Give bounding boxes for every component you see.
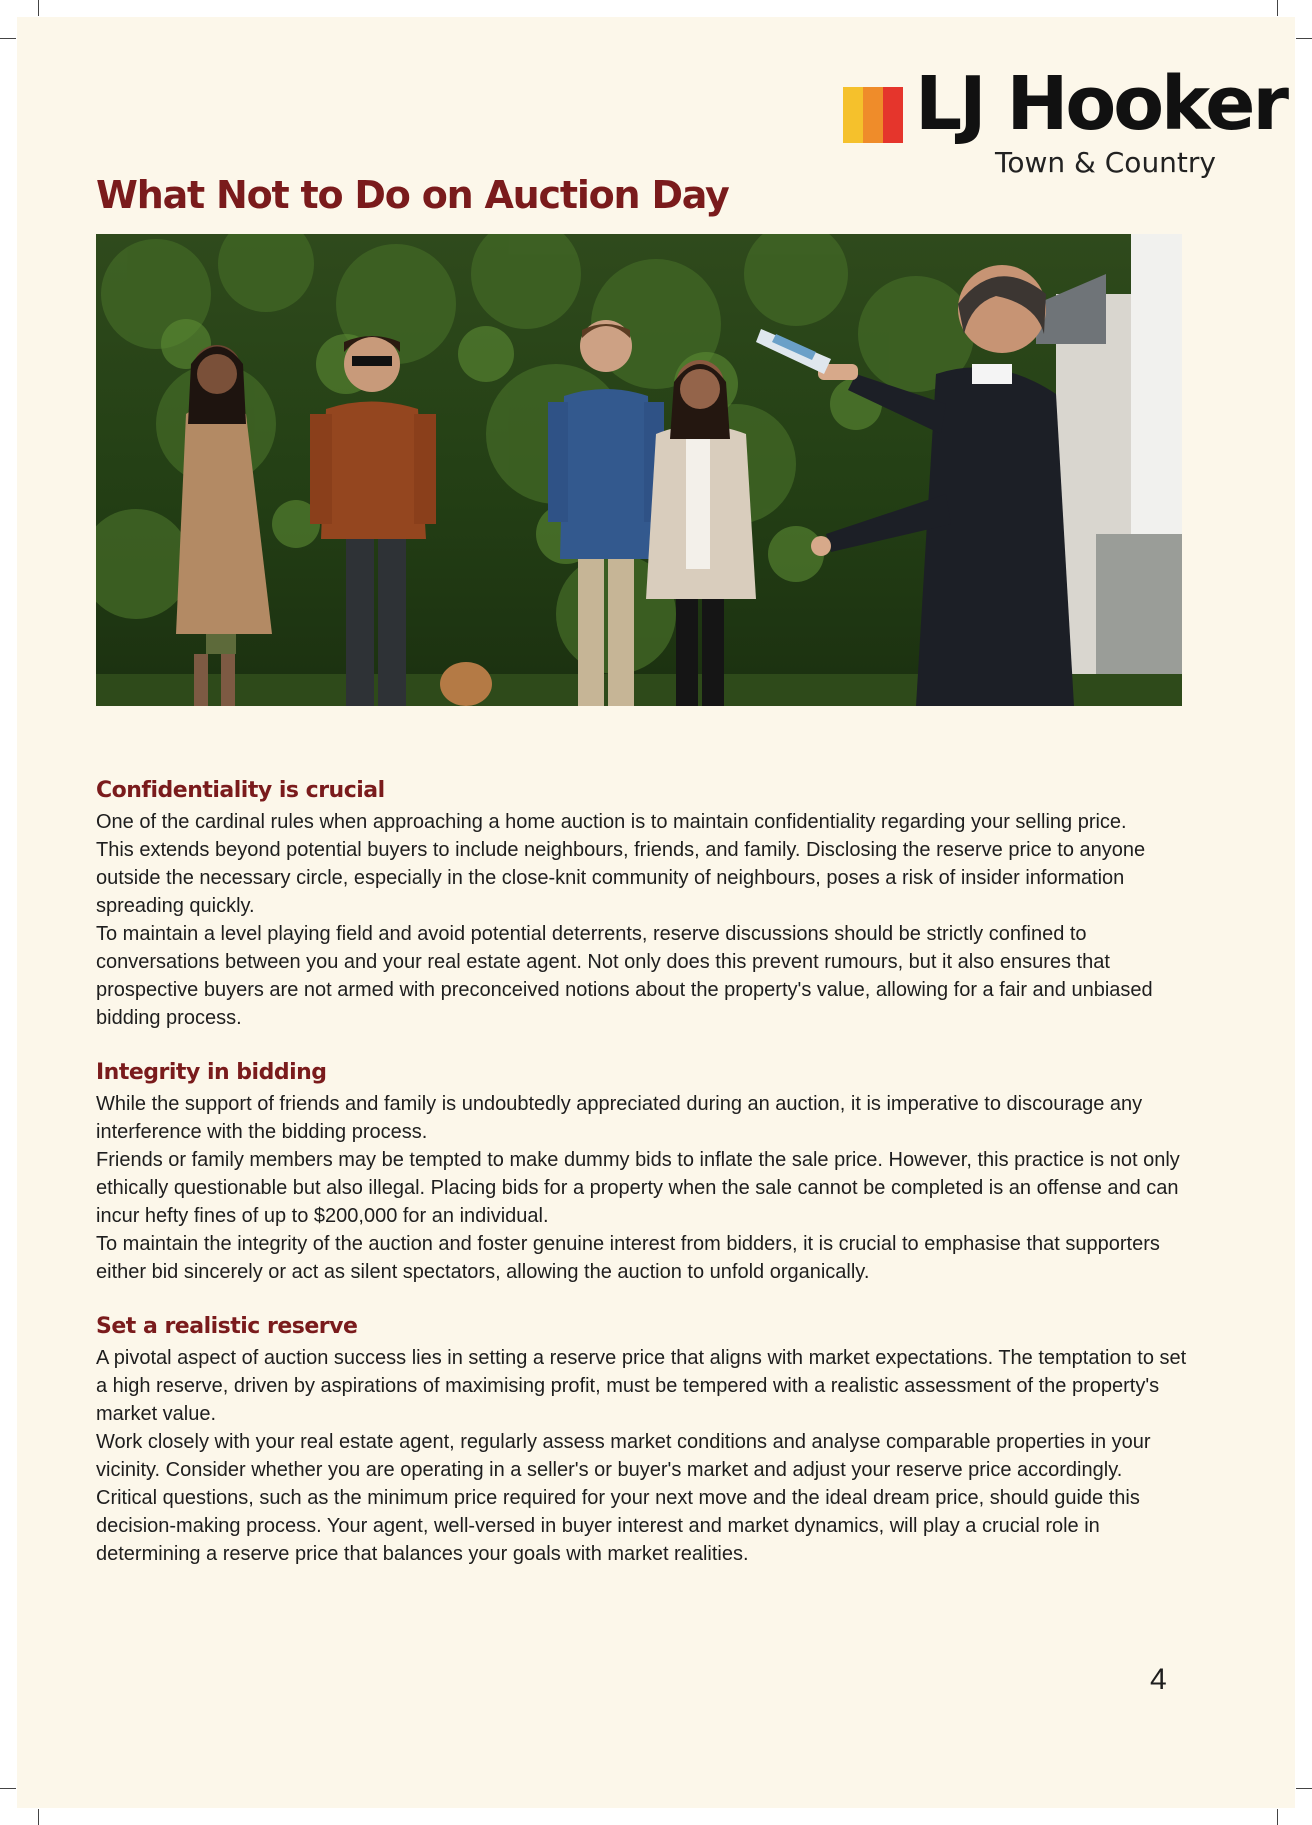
crop-mark (38, 0, 39, 16)
section-reserve (96, 1312, 1196, 1568)
crop-mark (0, 38, 16, 39)
section-integrity (96, 1058, 1196, 1286)
page-title: What Not to Do on Auction Day (96, 173, 729, 217)
logo-wordmark: LJ Hooker (915, 61, 1286, 147)
section-heading: Integrity in bidding (96, 1060, 327, 1085)
paragraph: To maintain a level playing field and avoid potential deterrents, reserve discussions should be strictly confined to conversations between you and your real estate agent. Not only does this prevent rumours, but it also ensures that prospective buyers are not armed with preconceived notions about the property's value, allowing for a fair and unbiased bidding process. (96, 923, 1153, 1029)
section-confidentiality (96, 776, 1196, 1032)
logo-bars-icon (843, 87, 903, 143)
logo-bar-red (883, 87, 903, 143)
section-heading: Set a realistic reserve (96, 1314, 358, 1339)
logo-bar-yellow (843, 87, 863, 143)
page-number: 4 (1150, 1663, 1167, 1696)
crop-mark (1277, 0, 1278, 16)
article-body (96, 776, 1196, 1594)
crop-mark (38, 1809, 39, 1825)
section-heading: Confidentiality is crucial (96, 778, 385, 803)
logo-tagline: Town & Country (995, 146, 1216, 179)
dog (440, 662, 492, 706)
paragraph: To maintain the integrity of the auction and foster genuine interest from bidders, it is crucial to emphasise that supporters either bid sincerely or act as silent spectators, allowing the auction to unfold organically. (96, 1233, 1160, 1283)
paragraph: One of the cardinal rules when approaching a home auction is to maintain confidentiality regarding your selling price. (96, 811, 1127, 833)
paragraph: Critical questions, such as the minimum price required for your next move and the ideal dream price, should guide this decision-making process. Your agent, well-versed in buyer interest and market dynamics, will play a crucial role in determining a reserve price that balances your goals with market realities. (96, 1487, 1140, 1565)
paragraph: A pivotal aspect of auction success lies in setting a reserve price that aligns with market expectations. The temptation to set a high reserve, driven by aspirations of maximising profit, must be tempered with a realistic assessment of the property's market value. (96, 1347, 1187, 1425)
paragraph: Friends or family members may be tempted to make dummy bids to inflate the sale price. However, this practice is not only ethically questionable but also illegal. Placing bids for a property when the sale cannot be completed is an offense and can incur hefty fines of up to $200,000 for an individual. (96, 1149, 1180, 1227)
auction-photo (96, 234, 1182, 706)
crop-mark (1296, 1788, 1312, 1789)
crop-mark (0, 1788, 16, 1789)
paragraph: This extends beyond potential buyers to include neighbours, friends, and family. Disclosing the reserve price to anyone outside the necessary circle, especially in the close-knit community of neighbours, poses a risk of insider information spreading quickly. (96, 839, 1146, 917)
logo-bar-orange (863, 87, 883, 143)
lj-hooker-logo (843, 61, 1286, 182)
paragraph: While the support of friends and family is undoubtedly appreciated during an auction, it is imperative to discourage any interference with the bidding process. (96, 1093, 1143, 1143)
crop-mark (1277, 1809, 1278, 1825)
paragraph: Work closely with your real estate agent, regularly assess market conditions and analyse comparable properties in your vicinity. Consider whether you are operating in a seller's or buyer's market and adjust your reserve price accordingly. (96, 1431, 1151, 1481)
crop-mark (1296, 38, 1312, 39)
